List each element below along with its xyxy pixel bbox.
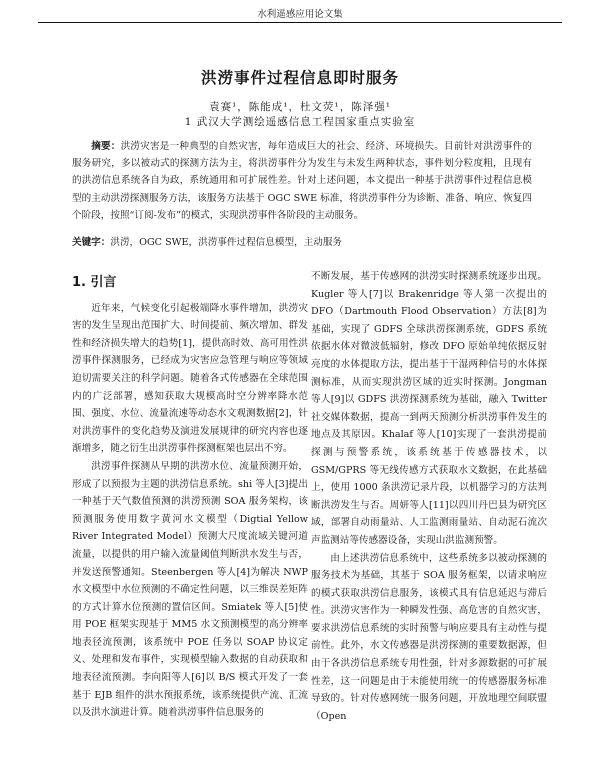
affiliation: 1 武汉大学测绘遥感信息工程国家重点实验室 [184, 116, 416, 128]
abstract [72, 138, 532, 224]
paragraph: 近年来，气候变化引起极端降水事件增加，洪涝灾害的发生呈现出范围扩大、时间提前、频次增加、群发性和经济损失增大的趋势[1]，提供高时效、高可用性洪涝事件探测服务，已经成为灾害应急管理与响应等领域迫切需要关注的科学问题。随着各式传感器在全球范围内的广泛部署，感知获取大规模高时空分辨率降水范围、强度、水位、流量流速等动态水文观测数据[2]，针对洪涝事件的变化趋势及演进发展规律的研究内容也逐渐增多，随之衍生出洪涝事件探测框架也层出不穷。 [72, 302, 308, 455]
keywords [72, 234, 532, 251]
abstract-label: 摘要： [91, 141, 121, 152]
section-heading: 1. 引言 [72, 275, 117, 290]
abstract-text: 洪涝灾害是一种典型的自然灾害，每年造成巨大的社会、经济、环境损失。目前针对洪涝事件的服务研究，多以被动式的探测方法为主，将洪涝事件分为发生与未发生两种状态，事件划分粒度粗，且现有的洪涝信息系统各自为政，系统通用和可扩展性差。针对上述问题，本文提出一种基于洪涝事件过程信息模型的主动洪涝探测服务方法，该服务方法基于 OGC SWE 标准，将洪涝事件分为诊断、准备、响应、恢复四个阶段，按照“订阅-发布”的模式，实现洪涝事件各阶段的主动服务。 [72, 141, 533, 221]
running-header: 水利遥感应用论文集 [257, 9, 343, 20]
header-rule [38, 22, 562, 23]
paragraph: 不断发展，基于传感网的洪涝实时探测系统逐步出现。Kugler 等人[7]以 Brakenridge 等人第一次提出的 DFO（Dartmouth Flood Observation）方法[8]为基础，实现了 GDFS 全球洪涝探测系统，GDFS 系统依据水体对微波低辐射，修改 DFO 原始单纯依据反射亮度的水体提取方法，提出基于干湿两种信号的水体探测标准，从而实现洪涝区域的近实时探测。Jongman 等人[9]以 GDFS 洪涝探测系统为基础，融入 Twitter 社交媒体数据，提高一到两天预测分析洪涝事件发生的地点及其原因。Khalaf 等人[10]实现了一套洪涝提前探测与预警系统，该系统基于传感器技术，以 GSM/GPRS 等无线传感方式获取水文数据，在此基础上，使用 1000 条洪涝记录片段，以机器学习的方法判断洪涝发生与否。周妍等人[11]以四川丹巴县为研究区域，部署自动雨量站、人工监测雨量站、自动泥石流次声监测站等传感器设备，实现山洪监测预警。 [311, 271, 547, 546]
keywords-text: 洪涝，OGC SWE，洪涝事件过程信息模型，主动服务 [110, 237, 343, 248]
paragraph: 洪涝事件探测从早期的洪涝水位、流量预测开始，形成了以预报为主题的洪涝信息系统。shi 等人[3]提出一种基于天气数值预测的洪涝预测 SOA 服务架构，该预测服务使用数字黄河水文模型（Digtial Yellow River Integrated Model）预测大尺度流域关键河道流量，以提供的用户输入流量阈值判断洪水发生与否，并发送预警通知。Steenbergen 等人[4]为解决 NWP 水文模型中水位预测的不确定性问题，以三维误差矩阵的方式计算水位预测的置信区间。Smiatek 等人[5]使用 POE 框架实现基于 MM5 水文预测模型的高分辨率地表径流预测，该系统中 POE 任务以 SOAP 协议定义、处理和发布事件，实现模型输入数据的自动获取和地表径流预测。李向阳等人[6]以 B/S 模式开发了一套基于 EJB 组件的洪水预报系统，该系统提供产流、汇流以及洪水演进计算。随着洪涝事件信息服务的 [72, 460, 308, 719]
author-list: 袁赛¹，陈能成¹，杜文荧¹，陈泽强¹ [209, 101, 391, 113]
right-column [311, 268, 547, 725]
paper-title: 洪涝事件过程信息即时服务 [200, 69, 399, 87]
keywords-label: 关键字： [72, 237, 111, 248]
paragraph: 由上述洪涝信息系统中，这些系统多以被动探测的服务技术为基础，其基于 SOA 服务框架，以请求响应的模式获取洪涝信息服务，该模式具有信息延迟与滞后性。洪涝灾害作为一种瞬发性强、高危害的自然灾害，要求洪涝信息系统的实时预警与响应要具有主动性与提前性。此外，水文传感器是洪涝探测的重要数据源，但由于各洪涝信息系统专用性强，针对多源数据的可扩展性差，这一问题是由于未能使用统一的传感器服务标准导致的。针对传感网统一服务问题，开放地理空间联盟（Open [311, 552, 547, 722]
left-column [72, 268, 308, 722]
